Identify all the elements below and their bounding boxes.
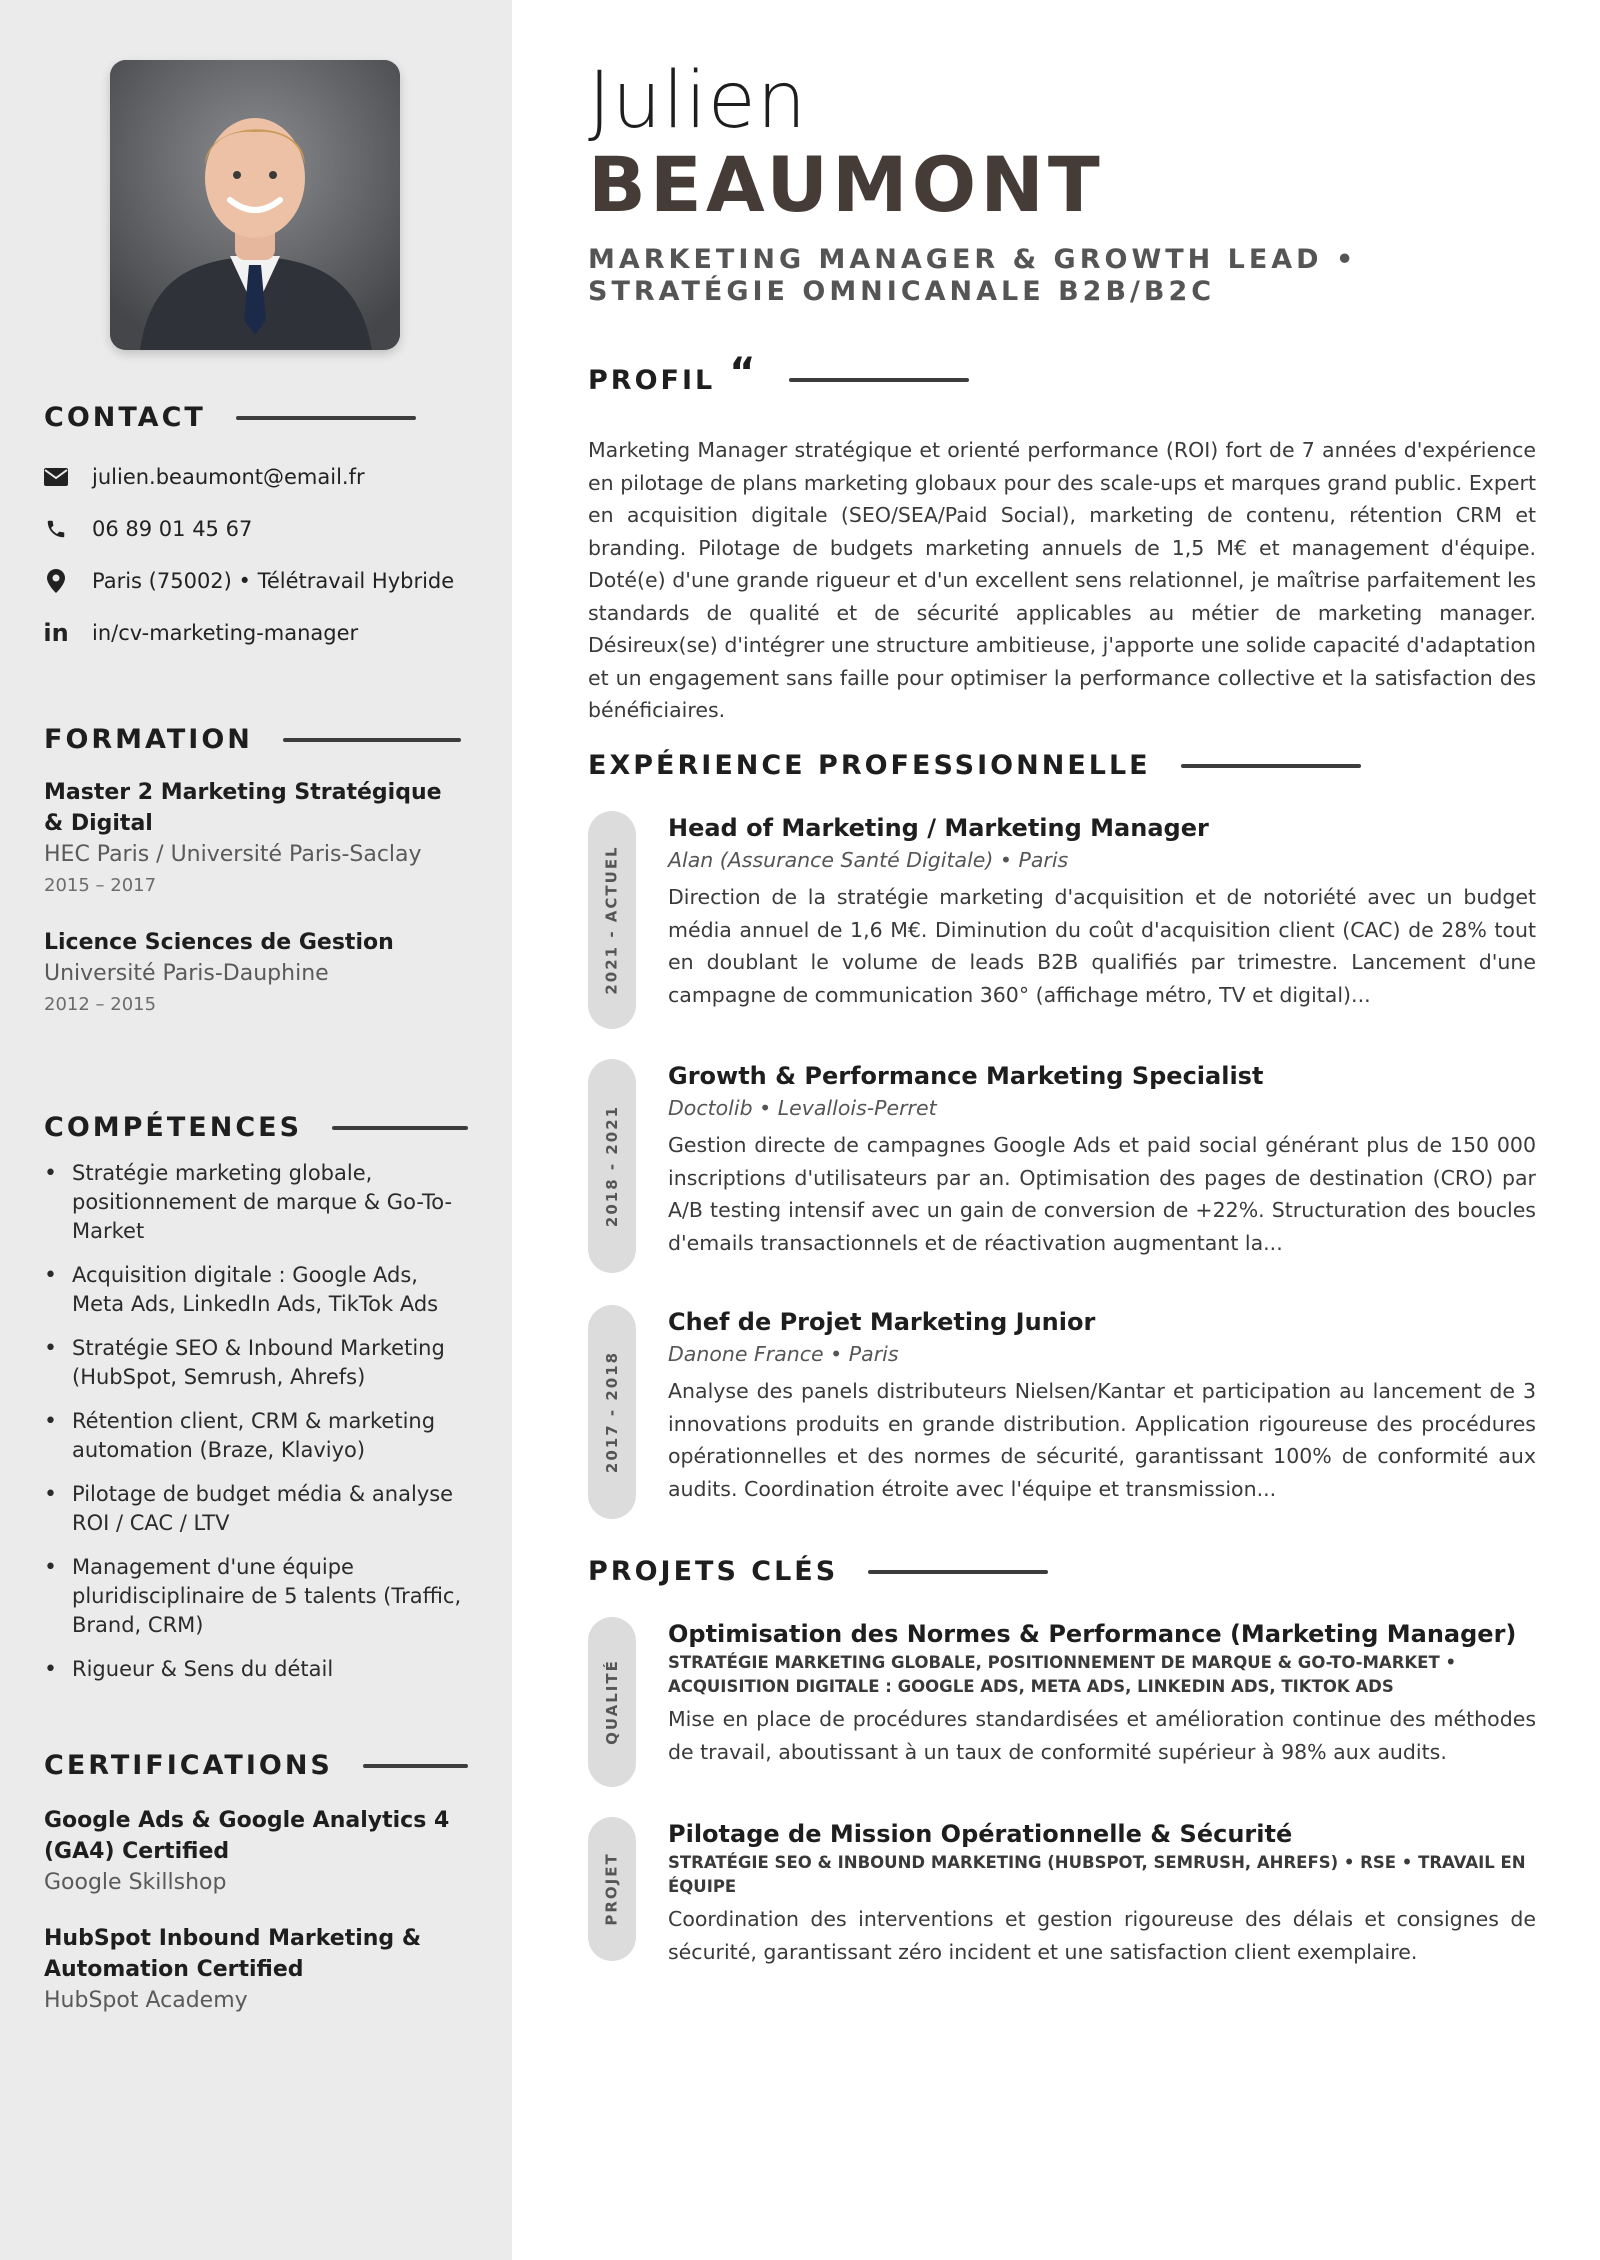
experience-title: EXPÉRIENCE PROFESSIONNELLE bbox=[588, 750, 1151, 781]
period-pill bbox=[588, 1305, 636, 1519]
contact-linkedin-text: in/cv-marketing-manager bbox=[92, 621, 359, 645]
formation-degree: Licence Sciences de Gestion bbox=[44, 930, 394, 955]
period-pill bbox=[588, 811, 636, 1029]
project-item bbox=[588, 1617, 1536, 1787]
phone-icon bbox=[44, 517, 68, 541]
formation-years: 2015 – 2017 bbox=[44, 875, 157, 896]
experience-description: Direction de la stratégie marketing d'acquisition et de notoriété avec un budget média annuel de 1,6 M€. Diminution du coût d'acquisition client (CAC) de 28% tout en doublant le volume de leads B2B qualifiés par trimestre. Lancement d'une campagne de communication 360° (affichage métro, TV et digital)... bbox=[668, 885, 1536, 1007]
envelope-icon bbox=[44, 465, 68, 489]
formation-item bbox=[44, 927, 468, 1020]
skill-item: • Stratégie SEO & Inbound Marketing (HubSpot, Semrush, Ahrefs) bbox=[44, 1334, 468, 1392]
experience-role: Head of Marketing / Marketing Manager bbox=[668, 814, 1209, 842]
experience-role: Chef de Projet Marketing Junior bbox=[668, 1308, 1096, 1336]
profile-section bbox=[588, 350, 1536, 727]
projects-section bbox=[588, 1556, 1536, 1964]
experience-item bbox=[588, 1059, 1536, 1273]
competences-heading bbox=[44, 1112, 468, 1143]
project-tag-pill bbox=[588, 1817, 636, 1961]
contact-phone[interactable] bbox=[44, 503, 468, 555]
experience-item bbox=[588, 1305, 1536, 1519]
experience-company: Doctolib • Levallois-Perret bbox=[668, 1096, 937, 1120]
formation-degree: Master 2 Marketing Stratégique & Digital bbox=[44, 780, 442, 836]
contact-heading bbox=[44, 402, 468, 433]
projects-heading bbox=[588, 1556, 1536, 1587]
project-item bbox=[588, 1817, 1536, 1964]
contact-location-text: Paris (75002) • Télétravail Hybride bbox=[92, 569, 455, 593]
certification-title: HubSpot Inbound Marketing & Automation Certified bbox=[44, 1926, 422, 1982]
contact-title: CONTACT bbox=[44, 402, 206, 433]
heading-rule bbox=[332, 1126, 468, 1130]
period-label: 2021 - ACTUEL bbox=[603, 845, 622, 995]
heading-rule bbox=[789, 378, 969, 382]
certification-item bbox=[44, 1923, 468, 2017]
skill-item: • Rigueur & Sens du détail bbox=[44, 1655, 468, 1684]
certification-item bbox=[44, 1805, 468, 1899]
certification-title: Google Ads & Google Analytics 4 (GA4) Certified bbox=[44, 1808, 450, 1864]
experience-item bbox=[588, 811, 1536, 1029]
heading-rule bbox=[283, 738, 461, 742]
formation-school: Université Paris-Dauphine bbox=[44, 961, 329, 986]
formation-years: 2012 – 2015 bbox=[44, 994, 157, 1015]
project-title: Optimisation des Normes & Performance (Marketing Manager) bbox=[668, 1620, 1517, 1648]
certification-org: HubSpot Academy bbox=[44, 1988, 248, 2013]
project-tag-pill bbox=[588, 1617, 636, 1787]
skill-item: • Pilotage de budget média & analyse ROI / CAC / LTV bbox=[44, 1480, 468, 1538]
contact-section bbox=[44, 402, 468, 659]
location-pin-icon bbox=[44, 569, 68, 593]
contact-location bbox=[44, 555, 468, 607]
last-name: BEAUMONT bbox=[588, 140, 1104, 229]
period-label: 2017 - 2018 bbox=[603, 1350, 622, 1474]
heading-rule bbox=[868, 1570, 1048, 1574]
period-label: 2018 - 2021 bbox=[603, 1104, 622, 1228]
formation-school: HEC Paris / Université Paris-Saclay bbox=[44, 842, 422, 867]
contact-linkedin[interactable] bbox=[44, 607, 468, 659]
linkedin-icon: in bbox=[43, 619, 69, 647]
project-keywords: STRATÉGIE MARKETING GLOBALE, POSITIONNEMENT DE MARQUE & GO-TO-MARKET • ACQUISITION DIGITALE : GOOGLE ADS, META ADS, LINKEDIN ADS, TIKTOK ADS bbox=[668, 1653, 1457, 1696]
certifications-heading bbox=[44, 1750, 468, 1781]
skill-item: • Rétention client, CRM & marketing automation (Braze, Klaviyo) bbox=[44, 1407, 468, 1465]
skill-item: • Acquisition digitale : Google Ads, Meta Ads, LinkedIn Ads, TikTok Ads bbox=[44, 1261, 468, 1319]
profile-text: Marketing Manager stratégique et orienté performance (ROI) fort de 7 années d'expérience en pilotage de plans marketing globaux pour des scale-ups et marques grand public. Expert en acquisition digitale (SEO/SEA/Paid Social), marketing de contenu, rétention CRM et branding. Pilotage de budgets marketing annuels de 1,5 M€ et management d'équipe. Doté(e) d'une grande rigueur et d'un excellent sens relationnel, je maîtrise parfaitement les standards de qualité et de sécurité applicables au métier de marketing manager. Désireux(se) d'intégrer une structure ambitieuse, j'apporte une solide capacité d'adaptation et un engagement sans faille pour optimiser la performance collective et la satisfaction des bénéficiaires. bbox=[588, 438, 1536, 722]
experience-company: Alan (Assurance Santé Digitale) • Paris bbox=[668, 848, 1069, 872]
job-title: MARKETING MANAGER & GROWTH LEAD • STRATÉGIE OMNICANALE B2B/B2C bbox=[588, 244, 1358, 307]
experience-company: Danone France • Paris bbox=[668, 1342, 899, 1366]
competences-title: COMPÉTENCES bbox=[44, 1112, 303, 1143]
competences-section bbox=[44, 1112, 468, 1699]
projects-title: PROJETS CLÉS bbox=[588, 1556, 839, 1587]
profile-heading bbox=[588, 350, 1536, 396]
certifications-title: CERTIFICATIONS bbox=[44, 1750, 333, 1781]
formation-item bbox=[44, 777, 468, 901]
project-title: Pilotage de Mission Opérationnelle & Sécurité bbox=[668, 1820, 1293, 1848]
formation-heading bbox=[44, 724, 468, 755]
certification-org: Google Skillshop bbox=[44, 1870, 227, 1895]
experience-role: Growth & Performance Marketing Specialist bbox=[668, 1062, 1264, 1090]
quote-icon: “ bbox=[729, 350, 759, 396]
period-pill bbox=[588, 1059, 636, 1273]
skill-item: • Management d'une équipe pluridisciplinaire de 5 talents (Traffic, Brand, CRM) bbox=[44, 1553, 468, 1640]
heading-rule bbox=[363, 1764, 468, 1768]
experience-description: Gestion directe de campagnes Google Ads et paid social générant plus de 150 000 inscriptions d'utilisateurs par an. Optimisation des pages de destination (CRO) par A/B testing intensif avec un gain de conversion de +22%. Structuration des boucles d'emails transactionnels et de réactivation augmentant la... bbox=[668, 1133, 1536, 1255]
first-name: Julien bbox=[588, 56, 808, 146]
experience-description: Analyse des panels distributeurs Nielsen/Kantar et participation au lancement de 3 innovations produits en grande distribution. Application rigoureuse des procédures opérationnelles et des normes de sécurité, garantissant 100% de conformité aux audits. Coordination étroite avec l'équipe et transmission... bbox=[668, 1379, 1536, 1501]
profile-title: PROFIL bbox=[588, 364, 716, 396]
sidebar bbox=[0, 0, 512, 2260]
heading-rule bbox=[236, 416, 416, 420]
contact-email-text: julien.beaumont@email.fr bbox=[92, 465, 365, 489]
portrait-illustration bbox=[110, 60, 400, 350]
experience-heading bbox=[588, 750, 1536, 781]
project-keywords: STRATÉGIE SEO & INBOUND MARKETING (HUBSPOT, SEMRUSH, AHREFS) • RSE • TRAVAIL EN ÉQUIPE bbox=[668, 1853, 1526, 1896]
contact-email[interactable] bbox=[44, 451, 468, 503]
main-content bbox=[512, 0, 1600, 2260]
skill-item: • Stratégie marketing globale, positionnement de marque & Go-To-Market bbox=[44, 1159, 468, 1246]
project-description: Mise en place de procédures standardisées et amélioration continue des méthodes de travail, aboutissant à un taux de conformité supérieur à 98% aux audits. bbox=[668, 1707, 1536, 1764]
project-tag: PROJET bbox=[603, 1852, 622, 1926]
certifications-section bbox=[44, 1750, 468, 2017]
profile-photo bbox=[110, 60, 400, 350]
project-description: Coordination des interventions et gestion rigoureuse des délais et consignes de sécurité, garantissant zéro incident et une satisfaction client exemplaire. bbox=[668, 1907, 1536, 1964]
formation-section bbox=[44, 724, 468, 1020]
contact-phone-text: 06 89 01 45 67 bbox=[92, 517, 253, 541]
project-tag: QUALITÉ bbox=[603, 1659, 622, 1745]
heading-rule bbox=[1181, 764, 1361, 768]
skills-list bbox=[44, 1159, 468, 1684]
formation-title: FORMATION bbox=[44, 724, 253, 755]
experience-section bbox=[588, 750, 1536, 1519]
contact-list bbox=[44, 451, 468, 659]
